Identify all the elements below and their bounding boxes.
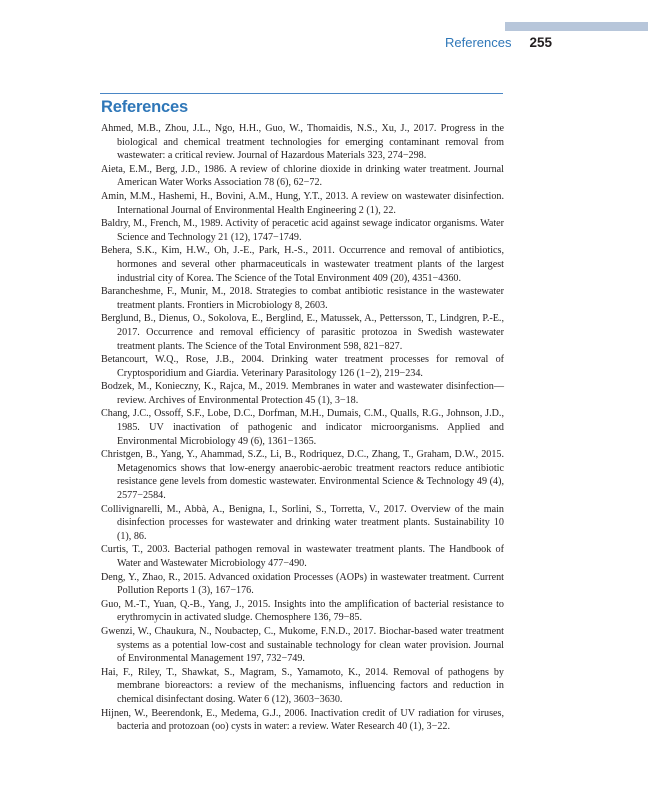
running-head-label: References [444, 35, 512, 50]
reference-item: Barancheshme, F., Munir, M., 2018. Strategies to combat antibiotic resistance in the wastewater treatment plants. Frontiers in Microbiology 8, 2603. [101, 286, 504, 311]
reference-item: Hijnen, W., Beerendonk, E., Medema, G.J., 2006. Inactivation credit of UV radiation for viruses, bacteria and protozoan (oo) cysts in water: a review. Water Research 40 (1), 3−22. [101, 707, 504, 733]
reference-item: Ahmed, M.B., Zhou, J.L., Ngo, H.H., Guo, W., Thomaidis, N.S., Xu, J., 2017. Progress in the biological and chemical treatment technologies for emerging contaminant removal from wastewater: a critical review. Journal of Hazardous Materials 323, 274−298. [101, 123, 504, 162]
reference-item: Guo, M.-T., Yuan, Q.-B., Yang, J., 2015. Insights into the amplification of bacterial resistance to erythromycin in activated sludge. Chemosphere 136, 79−85. [101, 598, 504, 624]
running-head [0, 34, 552, 52]
page-number: 255 [529, 35, 552, 50]
section-rule [100, 93, 503, 94]
reference-item: Gwenzi, W., Chaukura, N., Noubactep, C., Mukome, F.N.D., 2017. Biochar-based water treatment systems as a potential low-cost and sustainable technology for clean water provision. Journal of Environmental Management 197, 732−749. [101, 625, 504, 665]
reference-list [101, 122, 504, 734]
reference-item: Aieta, E.M., Berg, J.D., 1986. A review of chlorine dioxide in drinking water treatment. Journal American Water Works Association 78 (6), 62−72. [101, 163, 504, 189]
reference-item: Bodzek, M., Konieczny, K., Rajca, M., 2019. Membranes in water and wastewater disinfection—review. Archives of Environmental Protection 45 (1), 3−18. [101, 381, 504, 406]
reference-item: Betancourt, W.Q., Rose, J.B., 2004. Drinking water treatment processes for removal of Cryptosporidium and Giardia. Veterinary Parasitology 126 (1−2), 219−234. [101, 354, 504, 379]
reference-item: Amin, M.M., Hashemi, H., Bovini, A.M., Hung, Y.T., 2013. A review on wastewater disinfection. International Journal of Environmental Health Engineering 2 (1), 22. [101, 190, 504, 216]
reference-item: Curtis, T., 2003. Bacterial pathogen removal in wastewater treatment plants. The Handbook of Water and Wastewater Microbiology 477−490. [101, 544, 504, 569]
section-title: References [101, 98, 188, 116]
header-accent-bar [505, 22, 648, 31]
reference-item: Berglund, B., Dienus, O., Sokolova, E., Berglind, E., Matussek, A., Pettersson, T., Lindgren, P.-E., 2017. Occurrence and removal efficiency of parasitic protozoa in Swedish wastewater treatment plants. The Science of the Total Environment 598, 821−827. [101, 313, 504, 352]
reference-item: Chang, J.C., Ossoff, S.F., Lobe, D.C., Dorfman, M.H., Dumais, C.M., Qualls, R.G., Johnson, J.D., 1985. UV inactivation of pathogenic and indicator microorganisms. Applied and Environmental Microbiology 49 (6), 1361−1365. [101, 408, 504, 447]
reference-item: Hai, F., Riley, T., Shawkat, S., Magram, S., Yamamoto, K., 2014. Removal of pathogens by membrane bioreactors: a review of the mechanisms, influencing factors and reduction in chemical disinfectant dosing. Water 6 (12), 3603−3630. [101, 666, 504, 705]
reference-item: Collivignarelli, M., Abbà, A., Benigna, I., Sorlini, S., Torretta, V., 2017. Overview of the main disinfection processes for wastewater and drinking water treatment plants. Sustainability 10 (1), 86. [101, 503, 504, 542]
reference-item: Christgen, B., Yang, Y., Ahammad, S.Z., Li, B., Rodriquez, D.C., Zhang, T., Graham, D.W., 2015. Metagenomics shows that low-energy anaerobic-aerobic treatment reactors reduce antibiotic resistance gene levels from domestic wastewater. Environmental Science & Technology 49 (4), 2577−2584. [101, 449, 504, 502]
reference-item: Deng, Y., Zhao, R., 2015. Advanced oxidation Processes (AOPs) in wastewater treatment. Current Pollution Reports 1 (3), 167−176. [101, 571, 504, 597]
reference-item: Behera, S.K., Kim, H.W., Oh, J.-E., Park, H.-S., 2011. Occurrence and removal of antibiotics, hormones and several other pharmaceuticals in wastewater treatment plants of the largest industrial city of Korea. The Science of the Total Environment 409 (20), 4351−4360. [101, 245, 504, 284]
reference-item: Baldry, M., French, M., 1989. Activity of peracetic acid against sewage indicator organisms. Water Science and Technology 21 (12), 1747−1749. [101, 218, 504, 243]
